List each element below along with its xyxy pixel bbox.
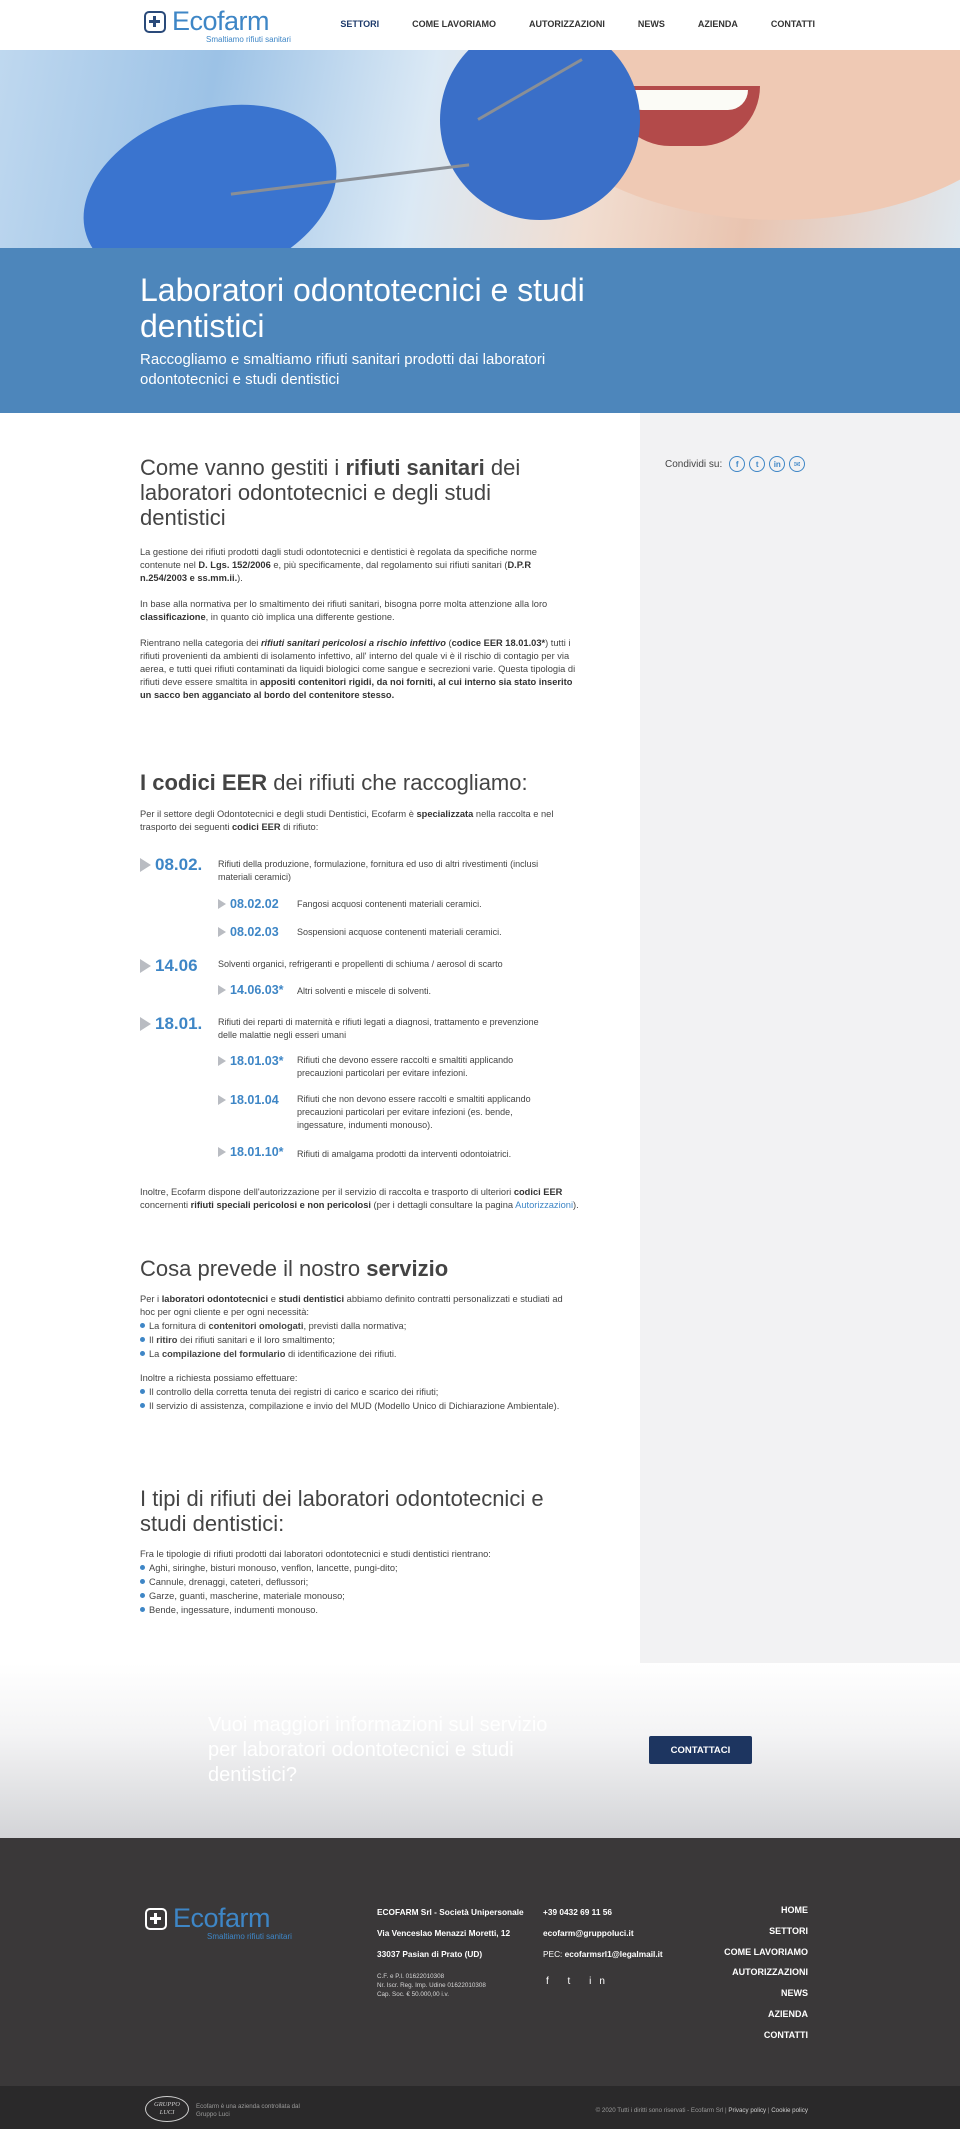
autorizzazioni-link[interactable]: Autorizzazioni [515,1200,574,1210]
code-description: Rifiuti di amalgama prodotti da interventi odontoiatrici. [297,1149,512,1159]
text-strong: D. Lgs. 152/2006 [198,560,271,570]
list-item: Cannule, drenaggi, cateteri, deflussori; [140,1575,580,1589]
footer-nav-azienda[interactable]: AZIENDA [768,2008,808,2019]
share-bar [665,456,805,472]
pec-label: PEC: [543,1949,565,1959]
footer-nav-news[interactable]: NEWS [781,1988,808,1999]
arrow-icon [140,1017,151,1031]
arrow-icon [218,927,226,937]
main-nav [340,19,815,29]
text: nella raccolta e nel trasporto dei seguenti [140,809,554,832]
sidebar [640,413,960,1663]
text: ). [237,573,243,583]
group-text: Ecofarm è una azienda controllata dal Gruppo Luci [196,2103,300,2118]
section-gestione [140,455,580,702]
text: concernenti [140,1200,191,1210]
code-description: Rifiuti che non devono essere raccolti e smaltiti applicando precauzioni particolari per evitare infezioni (es. bende, ingessature, indumenti monouso). [297,1094,531,1130]
cta-text: Vuoi maggiori informazioni sul servizio per laboratori odontotecnici e studi dentistici? [208,1714,548,1786]
eer-code-main [140,855,202,875]
footer-nav-settori[interactable]: SETTORI [769,1925,808,1936]
text: abbiamo definito contratti personalizzati e studiati ad hoc per ogni cliente e per ogni necessità: [140,1294,563,1317]
copyright-text: © 2020 Tutti i diritti sono riservati - Ecofarm Srl | [595,2107,729,2114]
text-strong: codici EER [513,1187,563,1197]
text: dei rifiuti sanitari e il loro smaltimento; [177,1335,336,1345]
logo-text: Ecofarm [173,1903,271,1933]
section-title: I tipi di rifiuti dei laboratori odontotecnici e studi dentistici: [140,1486,544,1536]
arrow-icon [218,1056,226,1066]
list-item: Aghi, siringhe, bisturi monouso, venflon, lancette, pungi-dito; [140,1561,580,1575]
email-icon[interactable]: ✉ [789,456,805,472]
code-number: 14.06.03* [230,983,284,997]
text: La gestione dei rifiuti prodotti dagli studi odontotecnici e dentistici è regolata da specifiche norme contenute nel [140,547,537,570]
legal-line: Nr. Iscr. Reg. Imp. Udine 01622010308 [377,1982,486,1989]
list-item: Il servizio di assistenza, compilazione e invio del MUD (Modello Unico di Dichiarazione Ambientale). [140,1399,580,1413]
eer-code-sub [218,983,284,997]
hero-glove-shape [60,74,360,248]
share-label: Condividi su: [665,458,723,470]
list-item [140,1333,580,1347]
pec-line [543,1949,663,1960]
title-strong: servizio [366,1256,449,1281]
hero-image-dentist [0,50,960,248]
list-item [140,1319,580,1333]
list-item: Il controllo della corretta tenuta dei registri di carico e scarico dei rifiuti; [140,1385,580,1399]
text: (per i dettagli consultare la pagina [370,1200,516,1210]
code-number: 18.01.04 [230,1093,279,1107]
code-description: Rifiuti dei reparti di maternità e rifiuti legati a diagnosi, trattamento e prevenzione delle malattie negli esseri umani [218,1017,539,1040]
text: ) tutti i rifiuti provenienti da ambienti di isolamento infettivo, all' interno del quale vi è il rischio di contagio per via aerea, e tutti quei rifiuti contaminati da liquidi biologici come sangue e secrezioni varie. Questa tipologia di rifiuti deve essere smaltita in [140,638,576,687]
text-strong: codici EER [232,822,281,832]
service-list [140,1319,580,1361]
code-number: 08.02.02 [230,897,279,911]
arrow-icon [218,899,226,909]
title-part: Come vanno gestiti i [140,455,346,480]
list-item [140,1347,580,1361]
copyright [596,2107,808,2114]
paragraph: Inoltre a richiesta possiamo effettuare: [140,1373,298,1383]
text: Rientrano nella categoria dei [140,638,261,648]
nav-autorizzazioni[interactable]: AUTORIZZAZIONI [529,19,605,29]
eer-code-sub [218,925,279,939]
section-title [140,770,580,795]
title-strong: I codici EER [140,770,268,795]
paragraph [140,637,580,702]
paragraph [140,546,580,585]
extra-service-list [140,1385,580,1413]
site-header [0,0,960,50]
section-codici-eer [140,770,580,834]
cookie-policy-link[interactable]: Cookie policy [771,2107,808,2114]
section-tipi-rifiuti [140,1486,580,1617]
phone-link[interactable]: +39 0432 69 11 56 [543,1907,612,1917]
logo-text: Ecofarm [172,6,270,36]
text-strong: classificazione [140,612,206,622]
code-number: 08.02.03 [230,925,279,939]
eer-outro [140,1186,580,1212]
pec-link[interactable]: ecofarmsrl1@legalmail.it [564,1949,663,1959]
text: , in quanto ciò implica una differente gestione. [205,612,395,622]
legal-line: C.F. e P.I. 01622010308 [377,1973,445,1980]
footer-nav [724,1905,808,2051]
waste-types-list [140,1561,580,1617]
paragraph [140,808,580,834]
address-line: 33037 Pasian di Prato (UD) [377,1949,483,1959]
medical-cross-icon [145,1908,167,1930]
text: ). [573,1200,579,1210]
arrow-icon [140,858,151,872]
paragraph [140,1293,580,1319]
title-part: dei rifiuti che raccogliamo: [267,770,528,795]
twitter-icon[interactable]: t [749,456,765,472]
section-title [140,1256,580,1281]
nav-news[interactable]: NEWS [637,19,665,29]
text: di rifiuto: [280,822,319,832]
eer-code-sub [218,1093,279,1107]
address-line: Via Venceslao Menazzi Moretti, 12 [377,1928,511,1938]
logo-tagline: Smaltiamo rifiuti sanitari [206,35,291,44]
separator: | [766,2107,772,2114]
text: Per i [140,1294,162,1304]
text: La [149,1349,162,1359]
ecofarm-logo[interactable] [144,6,291,44]
medical-cross-icon [144,11,166,33]
page-subtitle: Raccogliamo e smaltiamo rifiuti sanitari prodotti dai laboratori odontotecnici e studi dentistici [140,351,546,388]
text: In base alla normativa per lo smaltimento dei rifiuti sanitari, bisogna porre molta attenzione alla loro [140,599,548,609]
footer-contacts [543,1907,663,1960]
nav-contatti[interactable]: CONTATTI [770,19,815,29]
company-name: ECOFARM Srl - Società Unipersonale [377,1907,524,1917]
footer-nav-autorizzazioni[interactable]: AUTORIZZAZIONI [732,1967,808,1978]
code-number: 18.01.03* [230,1054,284,1068]
code-number: 18.01.10* [230,1145,284,1159]
text: di identificazione dei rifiuti. [285,1349,397,1359]
privacy-policy-link[interactable]: Privacy policy [728,2107,767,2114]
code-description: Rifiuti della produzione, formulazione, fornitura ed uso di altri rivestimenti (inclusi materiali ceramici) [218,859,539,882]
text: Il [149,1335,157,1345]
eer-code-main [140,956,198,976]
text: e [268,1294,279,1304]
footer-nav-home[interactable]: HOME [781,1905,808,1915]
hero-teeth-shape [622,90,748,110]
code-description: Sospensioni acquose contenenti materiali ceramici. [297,927,502,937]
list-item: Bende, ingessature, indumenti monouso. [140,1603,580,1617]
text: La fornitura di [149,1321,209,1331]
text-strong: rifiuti speciali pericolosi e non pericolosi [190,1200,371,1210]
code-description: Altri solventi e miscele di solventi. [297,986,432,996]
code-number: 14.06 [155,956,198,975]
text-strong: compilazione del formulario [161,1349,286,1359]
hero-glove-shape [440,50,640,220]
eer-code-sub [218,1054,284,1068]
text: e, più specificamente, dal regolamento sui rifiuti sanitari ( [270,560,508,570]
arrow-icon [218,985,226,995]
text: , previsti dalla normativa; [303,1321,407,1331]
contattaci-button[interactable]: CONTATTACI [649,1736,752,1764]
footer-address [377,1907,524,1999]
text-strong: D.P.R n.254/2003 e ss.mm.ii. [140,560,532,583]
list-item: Garze, guanti, mascherine, materiale monouso; [140,1589,580,1603]
footer-nav-contatti[interactable]: CONTATTI [763,2029,808,2040]
page-title: Laboratori odontotecnici e studi dentistici [140,272,585,344]
footer-social-icons[interactable]: f t in [546,1976,613,1987]
paragraph [140,598,580,624]
text-strong: ritiro [156,1335,178,1345]
text: Inoltre, Ecofarm dispone dell'autorizzazione per il servizio di raccolta e trasporto di ulteriori [140,1187,514,1197]
text-strong: contenitori omologati [208,1321,304,1331]
arrow-icon [218,1095,226,1105]
legal-line: Cap. Soc. € 50.000,00 i.v. [377,1991,449,1998]
paragraph [140,1186,580,1212]
facebook-icon[interactable]: f [729,456,745,472]
section-servizio [140,1256,580,1413]
section-title [140,455,580,530]
code-number: 08.02. [155,855,203,874]
title-part: dei laboratori odontotecnici e degli studi dentistici [140,455,521,530]
nav-come-lavoriamo[interactable]: COME LAVORIAMO [412,19,497,29]
eer-code-sub [218,1145,284,1159]
text-strong: laboratori odontotecnici [161,1294,269,1304]
footer-nav-come-lavoriamo[interactable]: COME LAVORIAMO [724,1946,808,1957]
code-number: 18.01. [155,1014,203,1033]
eer-code-main [140,1014,202,1034]
title-strong: rifiuti sanitari [345,455,485,480]
nav-settori[interactable]: SETTORI [340,19,380,29]
email-link[interactable]: ecofarm@gruppoluci.it [543,1928,634,1938]
text-strong: codice EER 18.01.03* [451,638,546,648]
arrow-icon [218,1147,226,1157]
bottom-bar [0,2086,960,2129]
footer-logo[interactable] [145,1903,292,1941]
eer-code-sub [218,897,279,911]
text-strong: studi dentistici [278,1294,345,1304]
linkedin-icon[interactable]: in [769,456,785,472]
text-strong: specializzata [416,809,474,819]
gruppo-luci-logo[interactable]: GRUPPO LUCI [145,2096,189,2122]
text-strong: appositi contenitori rigidi, da noi forniti, al cui interno sia stato inserito un sacco ben agganciato al bordo del contenitore stesso. [140,677,573,700]
title-part: Cosa prevede il nostro [140,1256,367,1281]
arrow-icon [140,959,151,973]
code-description: Solventi organici, refrigeranti e propellenti di schiuma / aerosol di scarto [218,959,503,969]
text: ( [445,638,452,648]
text: Per il settore degli Odontotecnici e degli studi Dentistici, Ecofarm è [140,809,417,819]
logo-tagline: Smaltiamo rifiuti sanitari [207,1932,292,1941]
code-description: Fangosi acquosi contenenti materiali ceramici. [297,899,482,909]
text-strong-italic: rifiuti sanitari pericolosi a rischio infettivo [260,638,446,648]
nav-azienda[interactable]: AZIENDA [697,19,738,29]
paragraph: Fra le tipologie di rifiuti prodotti dai laboratori odontotecnici e studi dentistici rientrano: [140,1549,491,1559]
code-description: Rifiuti che devono essere raccolti e smaltiti applicando precauzioni particolari per evitare infezioni. [297,1055,514,1078]
